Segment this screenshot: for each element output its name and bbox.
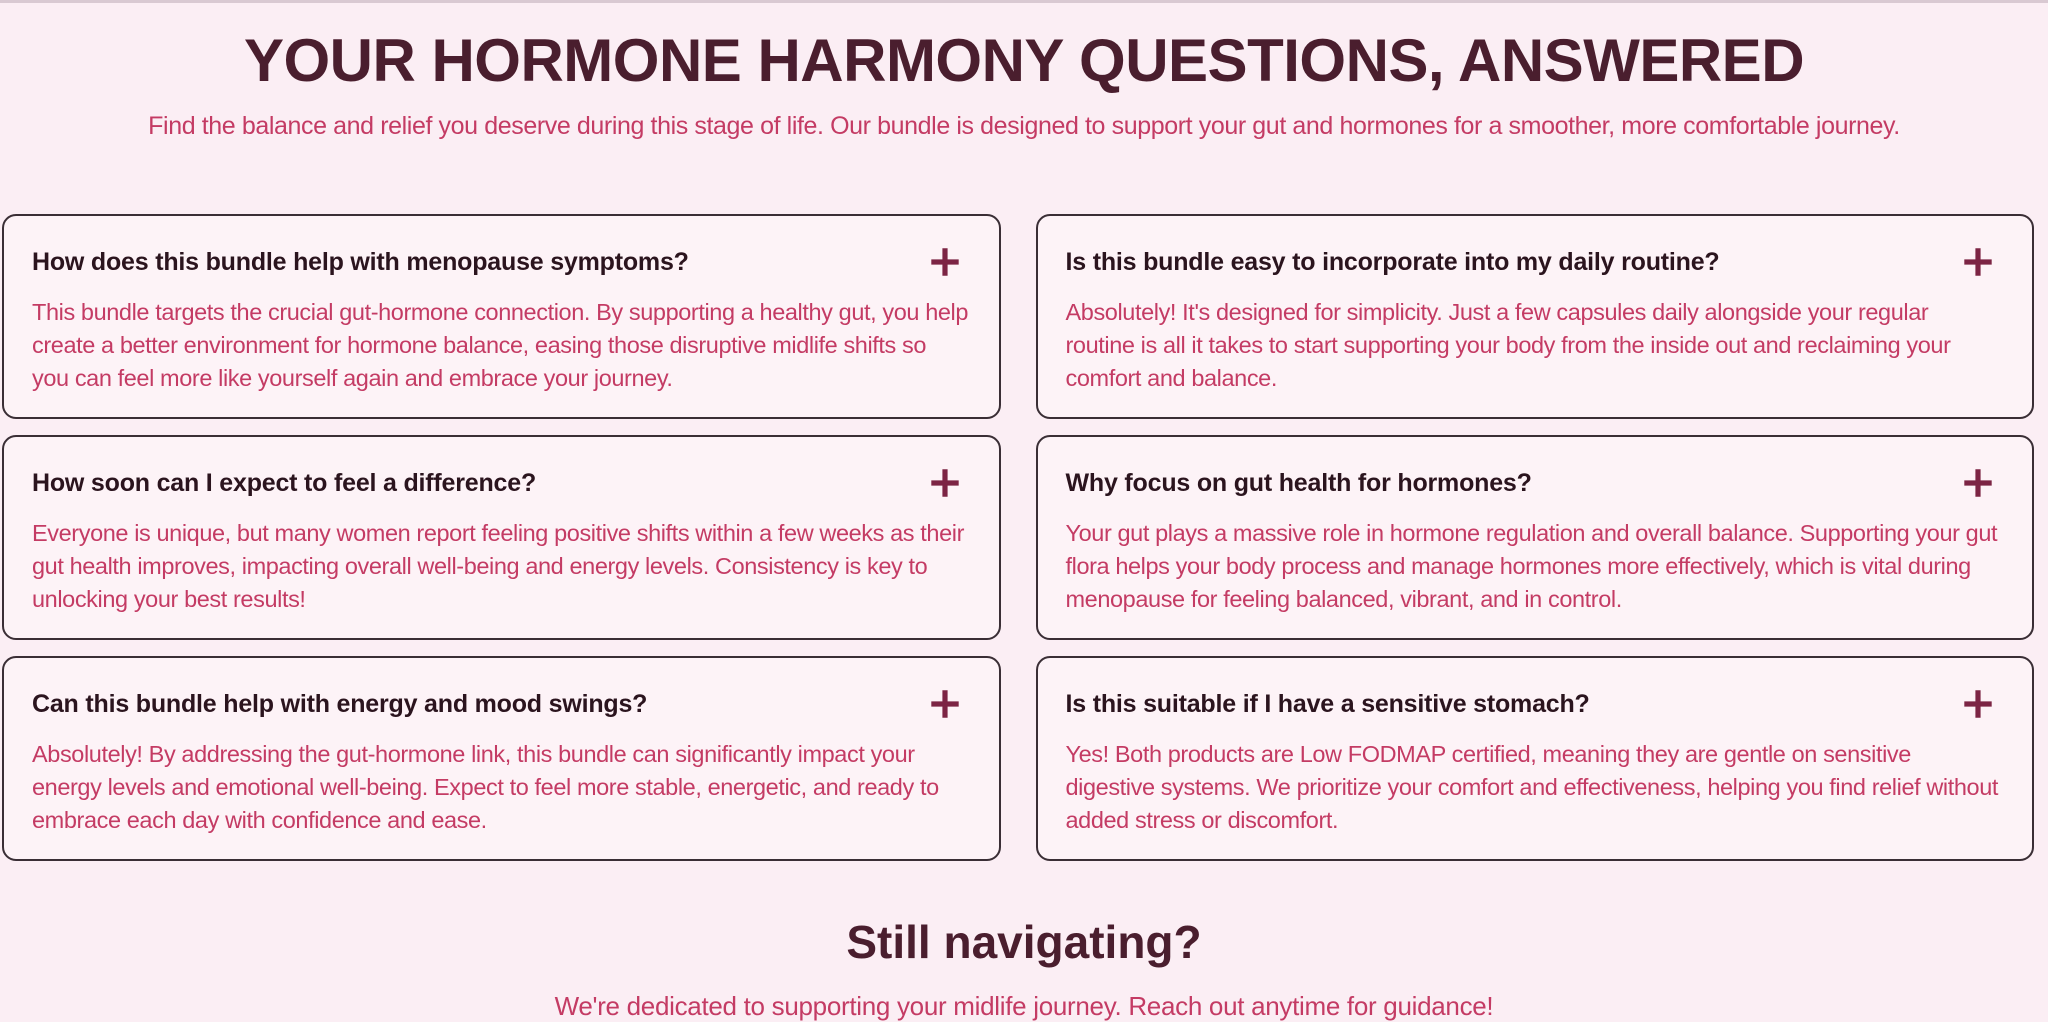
- faq-question-row[interactable]: [1066, 686, 2003, 722]
- plus-icon[interactable]: [927, 686, 963, 722]
- faq-question-row[interactable]: [32, 686, 969, 722]
- faq-answer: This bundle targets the crucial gut-hormone connection. By supporting a healthy gut, you help create a better environment for hormone balance, easing those disruptive midlife shifts so you can feel more like yourself again and embrace your journey.: [32, 299, 969, 391]
- page-subtitle: Find the balance and relief you deserve during this stage of life. Our bundle is designed to support your gut and hormones for a smoother, more comfortable journey.: [148, 112, 1900, 140]
- faq-question[interactable]: Is this suitable if I have a sensitive stomach?: [1065, 689, 1590, 718]
- faq-question-row[interactable]: [32, 465, 969, 501]
- plus-icon[interactable]: [927, 244, 963, 280]
- faq-question-row[interactable]: [1066, 244, 2003, 280]
- page-title: YOUR HORMONE HARMONY QUESTIONS, ANSWERED: [243, 27, 1805, 94]
- faq-answer: Absolutely! It's designed for simplicity. Just a few capsules daily alongside your regular routine is all it takes to start supporting your body from the inside out and reclaiming your comfort and balance.: [1065, 299, 1951, 391]
- plus-icon[interactable]: [1960, 465, 1996, 501]
- faq-question[interactable]: Is this bundle easy to incorporate into my daily routine?: [1065, 247, 1720, 276]
- faq-answer: Yes! Both products are Low FODMAP certified, meaning they are gentle on sensitive digestive systems. We prioritize your comfort and effectiveness, helping you find relief without added stress or discomfort.: [1065, 741, 1999, 833]
- faq-question[interactable]: How soon can I expect to feel a difference?: [32, 468, 537, 497]
- faq-question[interactable]: Can this bundle help with energy and mood swings?: [32, 689, 648, 718]
- plus-icon[interactable]: [1960, 244, 1996, 280]
- faq-card: [1036, 435, 2035, 640]
- faq-question-row[interactable]: [32, 244, 969, 280]
- faq-question[interactable]: Why focus on gut health for hormones?: [1065, 468, 1532, 497]
- faq-card: [2, 214, 1001, 419]
- faq-answer: Everyone is unique, but many women report feeling positive shifts within a few weeks as their gut health improves, impacting overall well-being and energy levels. Consistency is key to unlocking your best results!: [32, 520, 965, 612]
- footer-text: We're dedicated to supporting your midlife journey. Reach out anytime for guidance!: [554, 991, 1494, 1021]
- faq-question-row[interactable]: [1066, 465, 2003, 501]
- plus-icon[interactable]: [1960, 686, 1996, 722]
- faq-answer: Absolutely! By addressing the gut-hormone link, this bundle can significantly impact your energy levels and emotional well-being. Expect to feel more stable, energetic, and ready to embrace each day with confidence and ease.: [32, 741, 939, 833]
- faq-card: [1036, 656, 2035, 861]
- faq-question[interactable]: How does this bundle help with menopause symptoms?: [32, 247, 689, 276]
- faq-card: [1036, 214, 2035, 419]
- faq-card: [2, 656, 1001, 861]
- footer-heading: Still navigating?: [846, 916, 1202, 968]
- faq-card: [2, 435, 1001, 640]
- top-divider: [0, 0, 2048, 3]
- plus-icon[interactable]: [927, 465, 963, 501]
- faq-grid: [2, 214, 2034, 861]
- faq-answer: Your gut plays a massive role in hormone regulation and overall balance. Supporting your gut flora helps your body process and manage hormones more effectively, which is vital during menopause for feeling balanced, vibrant, and in control.: [1065, 520, 1998, 612]
